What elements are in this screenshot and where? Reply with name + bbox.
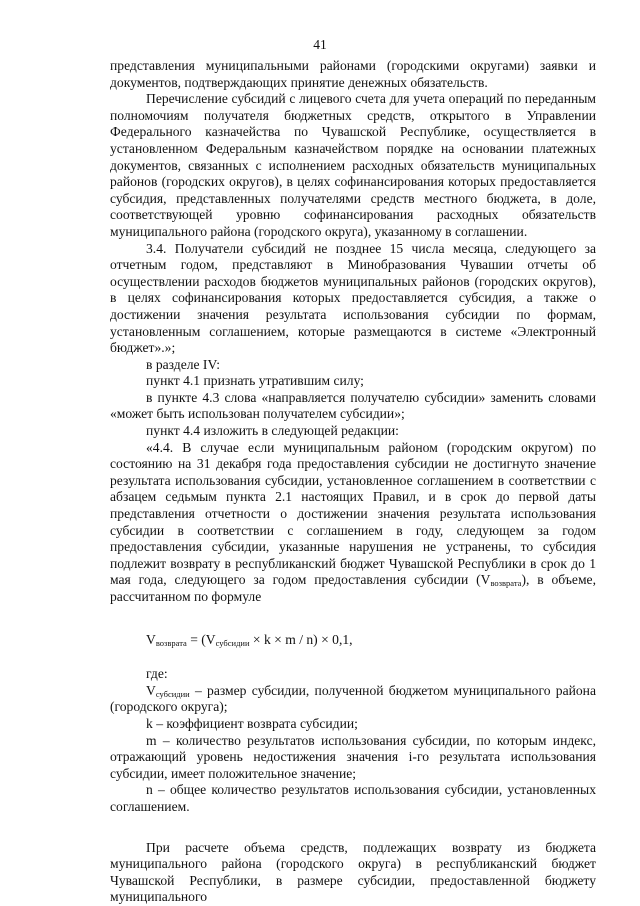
formula-rest: × k × m / n) × 0,1, (249, 631, 353, 647)
definition-v-subsidy (110, 683, 596, 716)
definition-m: m – количество результатов использования субсидии, по которым индекс, отражающий уровень недостижения значения i-го результата использования субсидии, имеет положительное значение; (110, 732, 596, 781)
formula-subsidy-subscript: субсидии (215, 637, 250, 648)
v-return-subscript: возврата (490, 578, 522, 589)
paragraph-point-4-1: пункт 4.1 признать утратившим силу; (146, 373, 364, 389)
def-v-text: – размер субсидии, полученной бюджетом муниципального района (городского округа); (110, 682, 596, 715)
where-label: где: (146, 666, 168, 682)
formula-v: V (146, 631, 156, 647)
paragraph-point-4-4-intro: пункт 4.4 изложить в следующей редакции: (146, 423, 399, 439)
page-number: 41 (313, 37, 327, 52)
paragraph-subsidy-transfer: Перечисление субсидий с лицевого счета для учета операций по переданным полномочиям получателя бюджетных средств, открытого в Управлении Федерального казначейства по Чувашской Республике, осуществляется в установленном Федеральным казначейством порядке на основании платежных документов, связанных с исполнением расходных обязательств муниципальных районов (городских округов), в целях софинансирования которых предоставляется субсидия, представленных получателями средств местного бюджета, в доле, соответствующей уровню софинансирования расходных обязательств муниципального района (городского округа), указанному в соглашении. (110, 91, 596, 239)
paragraph-3-4: 3.4. Получатели субсидий не позднее 15 числа месяца, следующего за отчетным годом, представляют в Минобразования Чувашии отчеты об осуществлении расходов бюджетов муниципальных районов (городских округов), в целях софинансирования которых предоставляется субсидия, а также о достижении значения результата использования субсидии по формам, установленным соглашением, которые размещаются в системе «Электронный бюджет».»; (110, 240, 596, 356)
paragraph-point-4-4-text-a: «4.4. В случае если муниципальным районом (городским округом) по состоянию на 31 декабря года предоставления субсидии не достигнуто значение результата использования субсидии, установленное соглашением в соответствии с абзацем седьмым пункта 2.1 настоящих Правил, и в срок до первой даты представления отчетности о достижении значения результата использования субсидии в соответствии с соглашением в году, следующем за годом предоставления субсидии, указанные нарушения не устранены, то субсидия подлежит возврату в республиканский бюджет Чувашской Республики в срок до 1 мая года, следующего за годом предоставления субсидии (V (110, 439, 596, 588)
definition-k: k – коэффициент возврата субсидии; (146, 715, 358, 731)
paragraph-point-4-3: в пункте 4.3 слова «направляется получателю субсидии» заменить словами «может быть использован получателем субсидии»; (110, 389, 596, 422)
def-v: V (146, 682, 156, 698)
formula-v-subscript: возврата (155, 637, 187, 648)
formula-eq: = (V (186, 631, 216, 647)
paragraph-return-calculation: При расчете объема средств, подлежащих возврату из бюджета муниципального района (городского округа) в республиканский бюджет Чувашской Республики, в размере субсидии, предоставленной бюджету муниципального (110, 839, 596, 905)
document-body (110, 58, 596, 906)
definition-n: n – общее количество результатов использования субсидии, установленных соглашением. (110, 782, 596, 814)
return-formula (110, 632, 596, 649)
paragraph-point-4-4 (110, 440, 596, 606)
paragraph-section-iv: в разделе IV: (146, 356, 221, 372)
paragraph-point-4-4-text-b: ), в объеме, рассчитанном по формуле (110, 572, 596, 604)
paragraph-continuation: представления муниципальными районами (городскими округами) заявки и документов, подтверждающих принятие денежных обязательств. (110, 58, 596, 90)
def-v-subscript: субсидии (155, 688, 190, 699)
